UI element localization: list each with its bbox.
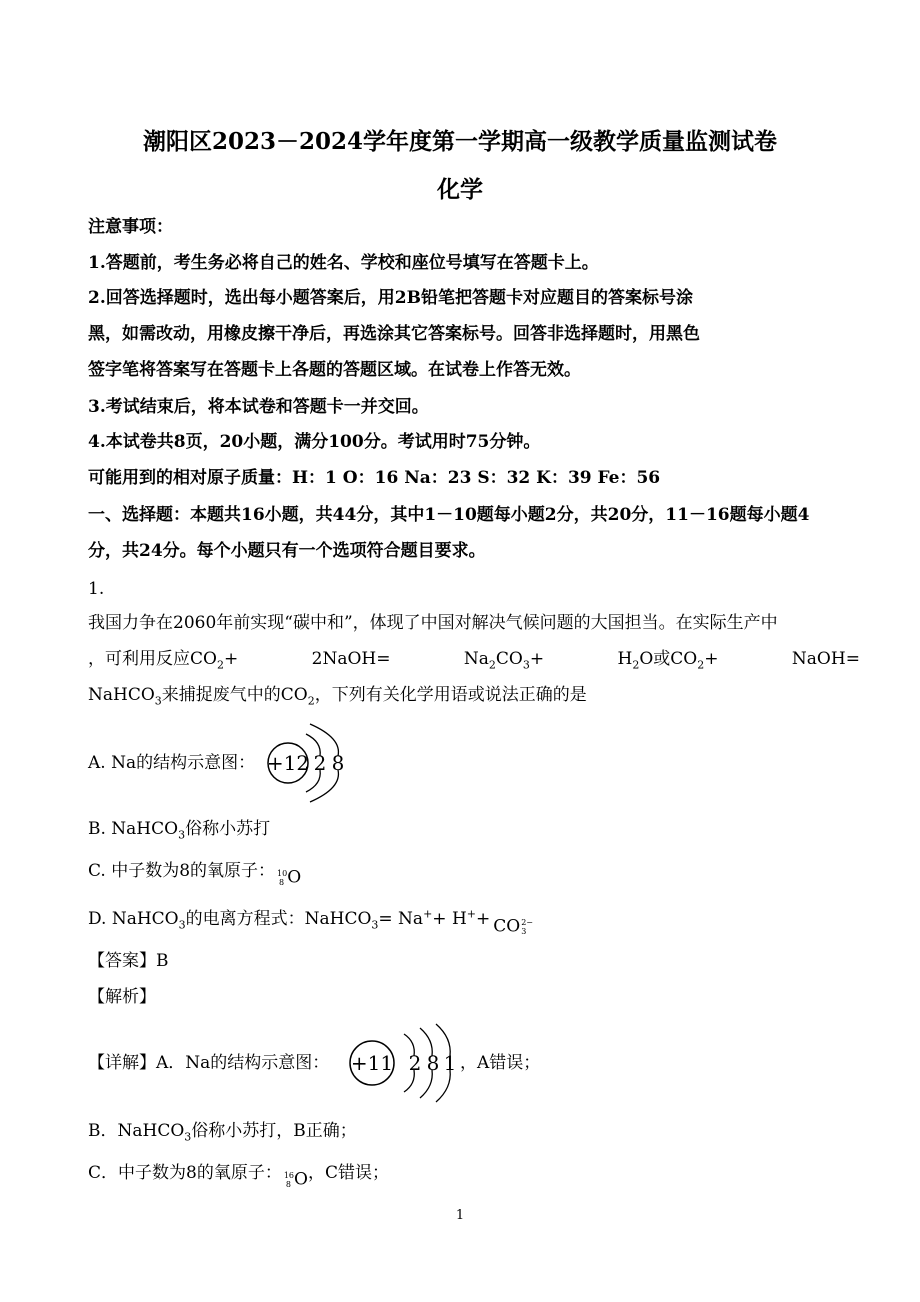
option-c: C. 中子数为8的氧原子： 10 8 O bbox=[88, 861, 302, 887]
question-stem-line-1: 我国力争在2060年前实现“碳中和”，体现了中国对解决气候问题的大国担当。在实际生产中 bbox=[88, 613, 778, 633]
notice-item-4: 4.本试卷共8页，20小题，满分100分。考试用时75分钟。 bbox=[88, 432, 541, 452]
equation-part-3: $Na_2CO_3+$ bbox=[463, 649, 545, 672]
notice-item-2-line-3: 签字笔将答案写在答题卡上各题的答题区域。在试卷上作答无效。 bbox=[88, 360, 581, 380]
page-number: 1 bbox=[455, 1208, 465, 1223]
analysis-heading: 【解析】 bbox=[88, 987, 156, 1007]
carbonate-ion: CO 2− 3 bbox=[493, 916, 533, 936]
detail-c: C．中子数为8的氧原子： 16 8 O，C错误； bbox=[88, 1163, 389, 1189]
detail-a-label: 【详解】A．Na的结构示意图： bbox=[88, 1053, 330, 1073]
nucleus-charge: +11 bbox=[350, 1051, 394, 1075]
equation-part-2: 2NaOH= bbox=[311, 649, 391, 669]
oxygen-nuclide: 16 8 O bbox=[283, 1169, 308, 1189]
answer-line: 【答案】B bbox=[88, 951, 169, 971]
equation-part-4: $H_2O$或$CO_2+$ bbox=[617, 649, 719, 672]
notice-item-3: 3.考试结束后，将本试卷和答题卡一并交回。 bbox=[88, 397, 429, 417]
atom-diagram-icon bbox=[262, 720, 352, 806]
option-d: D. NaHCO$_3$的电离方程式：NaHCO$_3$= Na++ H++ CO 2− 3 bbox=[88, 907, 533, 936]
question-stem-line-3: NaHCO$_3$来捕捉废气中的$CO_2$，下列有关化学用语或说法正确的是 bbox=[88, 685, 587, 708]
equation-part-1: ，可利用反应$CO_2+$ bbox=[88, 649, 239, 672]
question-stem-equation-line bbox=[88, 648, 860, 670]
atom-diagram-icon bbox=[344, 1020, 456, 1106]
section-1-line-2: 分，共24分。每个小题只有一个选项符合题目要求。 bbox=[88, 541, 486, 561]
notice-heading: 注意事项： bbox=[88, 217, 173, 237]
shell-electrons-1: 2 bbox=[313, 751, 327, 775]
shell-electrons-2: 8 bbox=[426, 1051, 440, 1075]
option-a-label: A. Na的结构示意图： bbox=[88, 753, 256, 773]
section-1-line-1: 一、选择题：本题共16小题，共44分，其中1－10题每小题2分，共20分，11－16题每小题4 bbox=[88, 505, 810, 525]
shell-electrons-2: 8 bbox=[331, 751, 345, 775]
shell-electrons-1: 2 bbox=[408, 1051, 422, 1075]
question-number: 1. bbox=[88, 579, 105, 599]
atomic-masses: 可能用到的相对原子质量：H：1 O：16 Na：23 S：32 K：39 Fe：56 bbox=[88, 468, 661, 488]
notice-item-2-line-1: 2.回答选择题时，选出每小题答案后，用2B铅笔把答题卡对应题目的答案标号涂 bbox=[88, 288, 693, 308]
equation-part-5: NaOH= bbox=[791, 649, 860, 669]
option-b: B. NaHCO$_3$俗称小苏打 bbox=[88, 819, 271, 842]
detail-b: B．NaHCO$_3$俗称小苏打，B正确； bbox=[88, 1121, 357, 1144]
shell-electrons-3: 1 bbox=[443, 1051, 457, 1075]
notice-item-2-line-2: 黑，如需改动，用橡皮擦干净后，再选涂其它答案标号。回答非选择题时，用黑色 bbox=[88, 324, 700, 344]
subject-title: 化学 bbox=[437, 176, 483, 203]
detail-a-end: ，A错误； bbox=[460, 1053, 541, 1073]
notice-item-1: 1.答题前，考生务必将自己的姓名、学校和座位号填写在答题卡上。 bbox=[88, 253, 599, 273]
oxygen-nuclide: 10 8 O bbox=[277, 867, 302, 887]
nucleus-charge: +12 bbox=[266, 751, 310, 775]
exam-title: 潮阳区2023－2024学年度第一学期高一级教学质量监测试卷 bbox=[142, 128, 778, 155]
